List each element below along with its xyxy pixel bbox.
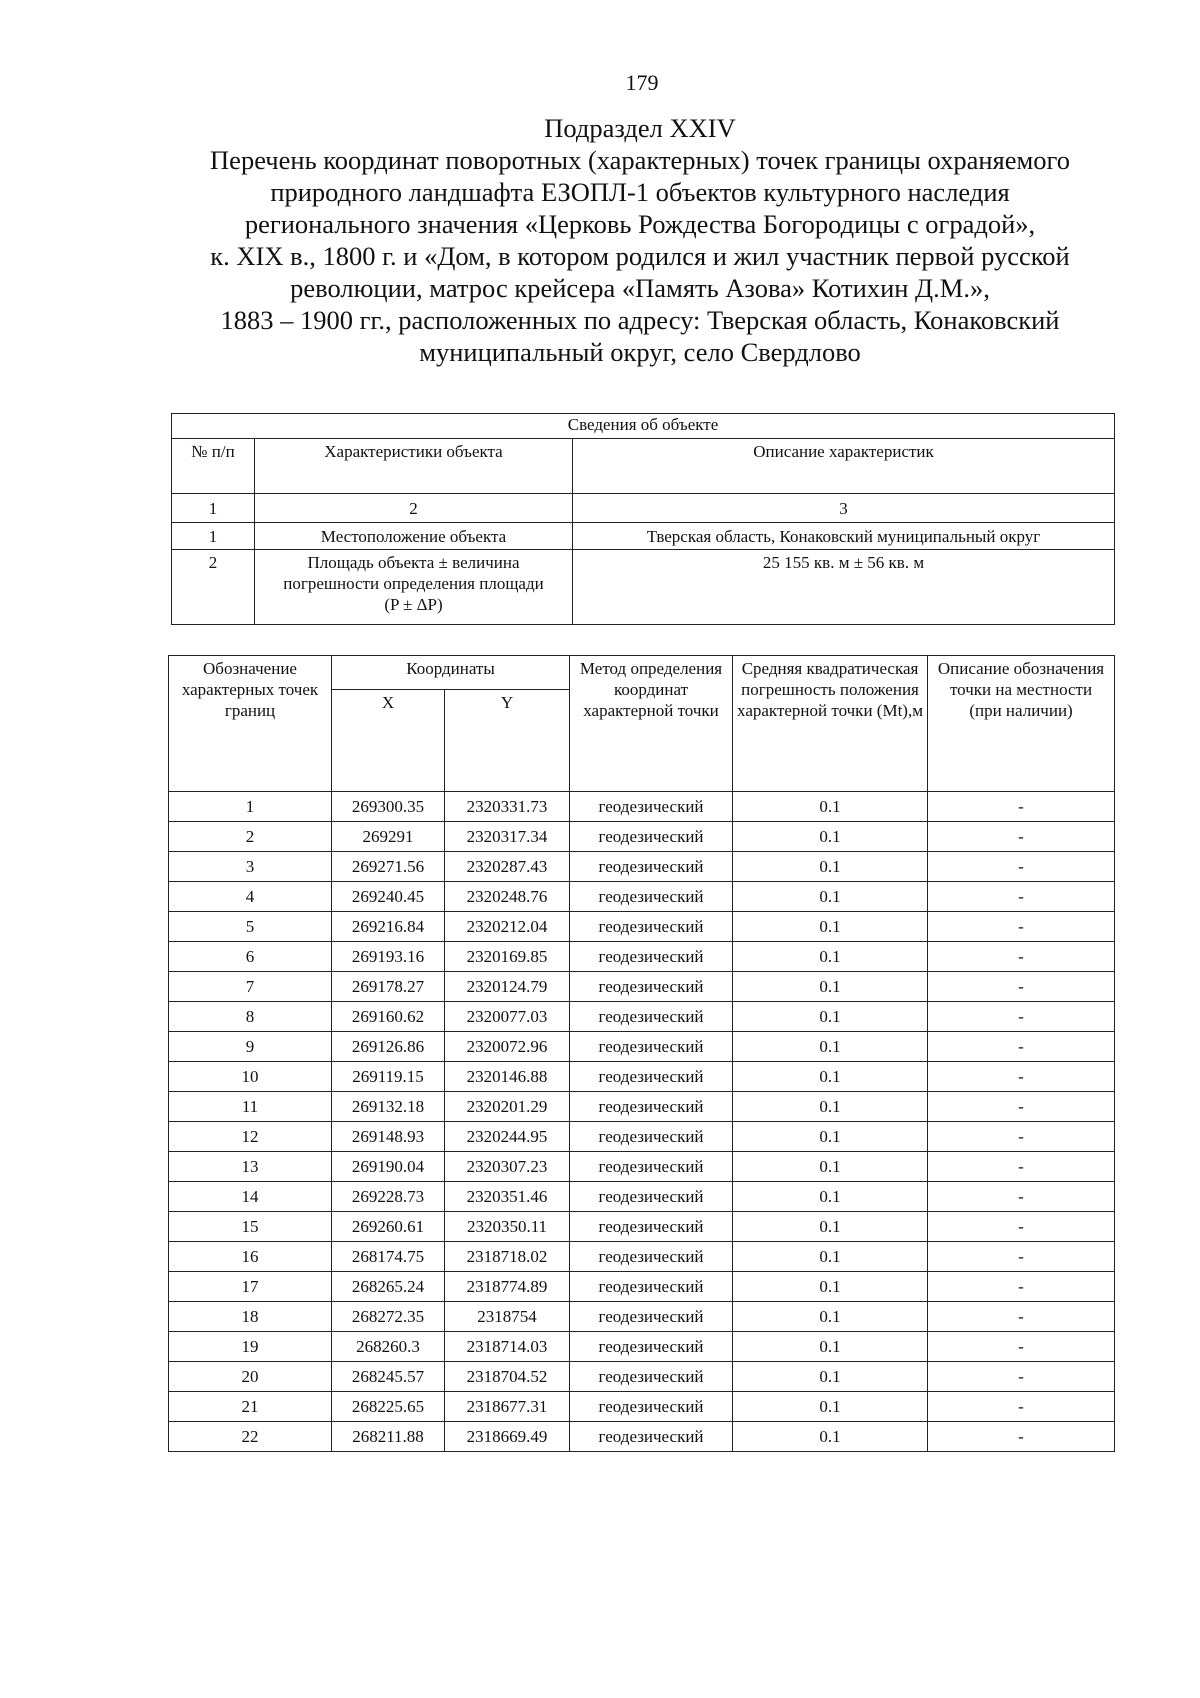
table-row	[169, 972, 1115, 1002]
document-header	[160, 112, 1120, 368]
method: геодезический	[570, 912, 733, 942]
table-row	[169, 912, 1115, 942]
point-description: -	[928, 1422, 1115, 1452]
header-y: Y	[445, 690, 570, 792]
error-value: 0.1	[733, 1392, 928, 1422]
table-row	[169, 1092, 1115, 1122]
method: геодезический	[570, 1242, 733, 1272]
subsection-title: Подраздел XXIV	[544, 113, 736, 143]
table-row	[169, 1032, 1115, 1062]
point-description: -	[928, 1212, 1115, 1242]
header-description: Описание обозначения точки на местности (при наличии)	[928, 656, 1115, 792]
coord-x: 269178.27	[332, 972, 445, 1002]
method: геодезический	[570, 882, 733, 912]
point-number: 16	[169, 1242, 332, 1272]
coord-y: 2320248.76	[445, 882, 570, 912]
coord-y: 2320146.88	[445, 1062, 570, 1092]
table-row	[169, 1152, 1115, 1182]
header-line: революции, матрос крейсера «Память Азова» Котихин Д.М.»,	[290, 273, 990, 303]
coord-x: 269271.56	[332, 852, 445, 882]
table-row	[169, 882, 1115, 912]
error-value: 0.1	[733, 1062, 928, 1092]
coord-y: 2318714.03	[445, 1332, 570, 1362]
method: геодезический	[570, 942, 733, 972]
coord-x: 269300.35	[332, 792, 445, 822]
table-row	[169, 1062, 1115, 1092]
point-description: -	[928, 1152, 1115, 1182]
table-row	[169, 822, 1115, 852]
point-number: 22	[169, 1422, 332, 1452]
point-number: 12	[169, 1122, 332, 1152]
point-description: -	[928, 912, 1115, 942]
method: геодезический	[570, 1062, 733, 1092]
table-row	[169, 852, 1115, 882]
coord-x: 269126.86	[332, 1032, 445, 1062]
coord-y: 2320331.73	[445, 792, 570, 822]
header-line: природного ландшафта ЕЗОПЛ-1 объектов культурного наследия	[270, 177, 1010, 207]
method: геодезический	[570, 1122, 733, 1152]
method: геодезический	[570, 1152, 733, 1182]
coord-x: 269291	[332, 822, 445, 852]
coord-x: 269119.15	[332, 1062, 445, 1092]
column-number: 2	[255, 494, 573, 523]
method: геодезический	[570, 1422, 733, 1452]
info-cell: 2	[172, 550, 255, 625]
coord-y: 2320169.85	[445, 942, 570, 972]
table-row	[169, 1212, 1115, 1242]
coordinates-table	[168, 655, 1115, 1452]
info-cell: Местоположение объекта	[255, 523, 573, 550]
coord-x: 269216.84	[332, 912, 445, 942]
point-number: 5	[169, 912, 332, 942]
error-value: 0.1	[733, 1332, 928, 1362]
point-number: 14	[169, 1182, 332, 1212]
point-number: 7	[169, 972, 332, 1002]
table-row	[169, 1272, 1115, 1302]
point-number: 17	[169, 1272, 332, 1302]
coord-y: 2318718.02	[445, 1242, 570, 1272]
coord-x: 268245.57	[332, 1362, 445, 1392]
error-value: 0.1	[733, 1242, 928, 1272]
point-number: 21	[169, 1392, 332, 1422]
coord-y: 2320077.03	[445, 1002, 570, 1032]
coord-x: 268225.65	[332, 1392, 445, 1422]
info-cell: Тверская область, Конаковский муниципальный округ	[573, 523, 1115, 550]
point-number: 13	[169, 1152, 332, 1182]
point-number: 9	[169, 1032, 332, 1062]
point-description: -	[928, 1182, 1115, 1212]
method: геодезический	[570, 1092, 733, 1122]
point-number: 19	[169, 1332, 332, 1362]
table-row	[169, 1302, 1115, 1332]
point-number: 8	[169, 1002, 332, 1032]
point-description: -	[928, 1032, 1115, 1062]
column-number: 3	[573, 494, 1115, 523]
point-number: 6	[169, 942, 332, 972]
coord-x: 268174.75	[332, 1242, 445, 1272]
coord-x: 269148.93	[332, 1122, 445, 1152]
header-line: Перечень координат поворотных (характерных) точек границы охраняемого	[210, 145, 1070, 175]
table-row	[169, 1242, 1115, 1272]
method: геодезический	[570, 1032, 733, 1062]
point-description: -	[928, 1122, 1115, 1152]
point-number: 2	[169, 822, 332, 852]
method: геодезический	[570, 792, 733, 822]
point-description: -	[928, 882, 1115, 912]
method: геодезический	[570, 852, 733, 882]
header-line: муниципальный округ, село Свердлово	[419, 337, 861, 367]
method: геодезический	[570, 1272, 733, 1302]
coord-y: 2320201.29	[445, 1092, 570, 1122]
coord-x: 268265.24	[332, 1272, 445, 1302]
error-value: 0.1	[733, 1362, 928, 1392]
point-description: -	[928, 1062, 1115, 1092]
point-number: 20	[169, 1362, 332, 1392]
method: геодезический	[570, 1392, 733, 1422]
point-number: 18	[169, 1302, 332, 1332]
header-line: регионального значения «Церковь Рождества Богородицы с оградой»,	[244, 209, 1036, 239]
point-description: -	[928, 942, 1115, 972]
point-number: 4	[169, 882, 332, 912]
coord-x: 268272.35	[332, 1302, 445, 1332]
header-method: Метод определения координат характерной точки	[570, 656, 733, 792]
error-value: 0.1	[733, 852, 928, 882]
coord-y: 2320307.23	[445, 1152, 570, 1182]
coord-x: 269260.61	[332, 1212, 445, 1242]
coord-y: 2320317.34	[445, 822, 570, 852]
error-value: 0.1	[733, 1422, 928, 1452]
coord-y: 2320072.96	[445, 1032, 570, 1062]
object-info-table	[171, 413, 1115, 625]
header-x: X	[332, 690, 445, 792]
coord-x: 269228.73	[332, 1182, 445, 1212]
info-cell: Площадь объекта ± величина погрешности определения площади (P ± ΔP)	[255, 550, 573, 625]
point-description: -	[928, 1362, 1115, 1392]
header-line: 1883 – 1900 гг., расположенных по адресу: Тверская область, Конаковский	[220, 305, 1060, 335]
point-number: 3	[169, 852, 332, 882]
error-value: 0.1	[733, 972, 928, 1002]
point-description: -	[928, 972, 1115, 1002]
error-value: 0.1	[733, 942, 928, 972]
header-error: Средняя квадратическая погрешность положения характерной точки (Mt),м	[733, 656, 928, 792]
coord-y: 2318754	[445, 1302, 570, 1332]
coord-x: 269240.45	[332, 882, 445, 912]
error-value: 0.1	[733, 792, 928, 822]
table-row	[169, 1002, 1115, 1032]
coord-y: 2320212.04	[445, 912, 570, 942]
point-description: -	[928, 1302, 1115, 1332]
info-cell: 1	[172, 523, 255, 550]
point-description: -	[928, 1272, 1115, 1302]
coord-x: 269160.62	[332, 1002, 445, 1032]
coord-y: 2320350.11	[445, 1212, 570, 1242]
table-row	[169, 1182, 1115, 1212]
column-header: Характеристики объекта	[255, 439, 573, 494]
point-number: 1	[169, 792, 332, 822]
coord-y: 2318774.89	[445, 1272, 570, 1302]
error-value: 0.1	[733, 882, 928, 912]
coord-y: 2318669.49	[445, 1422, 570, 1452]
table-row	[169, 1332, 1115, 1362]
method: геодезический	[570, 1302, 733, 1332]
coord-x: 269132.18	[332, 1092, 445, 1122]
header-point: Обозначение характерных точек границ	[169, 656, 332, 792]
error-value: 0.1	[733, 1212, 928, 1242]
method: геодезический	[570, 1332, 733, 1362]
method: геодезический	[570, 1002, 733, 1032]
method: геодезический	[570, 972, 733, 1002]
error-value: 0.1	[733, 1092, 928, 1122]
coord-y: 2318677.31	[445, 1392, 570, 1422]
error-value: 0.1	[733, 1002, 928, 1032]
error-value: 0.1	[733, 1272, 928, 1302]
point-description: -	[928, 1392, 1115, 1422]
point-description: -	[928, 1332, 1115, 1362]
table-row	[169, 792, 1115, 822]
method: геодезический	[570, 1182, 733, 1212]
table-row	[169, 1392, 1115, 1422]
coord-x: 269193.16	[332, 942, 445, 972]
error-value: 0.1	[733, 822, 928, 852]
point-number: 10	[169, 1062, 332, 1092]
point-description: -	[928, 1002, 1115, 1032]
coord-x: 269190.04	[332, 1152, 445, 1182]
point-description: -	[928, 1242, 1115, 1272]
info-cell: 25 155 кв. м ± 56 кв. м	[573, 550, 1115, 625]
error-value: 0.1	[733, 912, 928, 942]
coord-y: 2320244.95	[445, 1122, 570, 1152]
coord-y: 2320351.46	[445, 1182, 570, 1212]
column-header: Описание характеристик	[573, 439, 1115, 494]
point-description: -	[928, 822, 1115, 852]
point-number: 15	[169, 1212, 332, 1242]
point-number: 11	[169, 1092, 332, 1122]
table-row	[169, 1362, 1115, 1392]
method: геодезический	[570, 822, 733, 852]
coordinates-body	[169, 792, 1115, 1452]
header-coordinates: Координаты	[332, 656, 570, 690]
column-number: 1	[172, 494, 255, 523]
coord-y: 2320287.43	[445, 852, 570, 882]
coord-y: 2320124.79	[445, 972, 570, 1002]
point-description: -	[928, 852, 1115, 882]
column-header: № п/п	[172, 439, 255, 494]
error-value: 0.1	[733, 1182, 928, 1212]
point-description: -	[928, 792, 1115, 822]
page-number: 179	[625, 70, 659, 95]
coord-x: 268211.88	[332, 1422, 445, 1452]
error-value: 0.1	[733, 1032, 928, 1062]
point-description: -	[928, 1092, 1115, 1122]
object-info-title: Сведения об объекте	[172, 414, 1115, 439]
error-value: 0.1	[733, 1122, 928, 1152]
method: геодезический	[570, 1362, 733, 1392]
table-row	[169, 942, 1115, 972]
table-row	[169, 1122, 1115, 1152]
error-value: 0.1	[733, 1302, 928, 1332]
header-line: к. XIX в., 1800 г. и «Дом, в котором родился и жил участник первой русской	[210, 241, 1070, 271]
table-row	[169, 1422, 1115, 1452]
method: геодезический	[570, 1212, 733, 1242]
error-value: 0.1	[733, 1152, 928, 1182]
coord-y: 2318704.52	[445, 1362, 570, 1392]
coord-x: 268260.3	[332, 1332, 445, 1362]
